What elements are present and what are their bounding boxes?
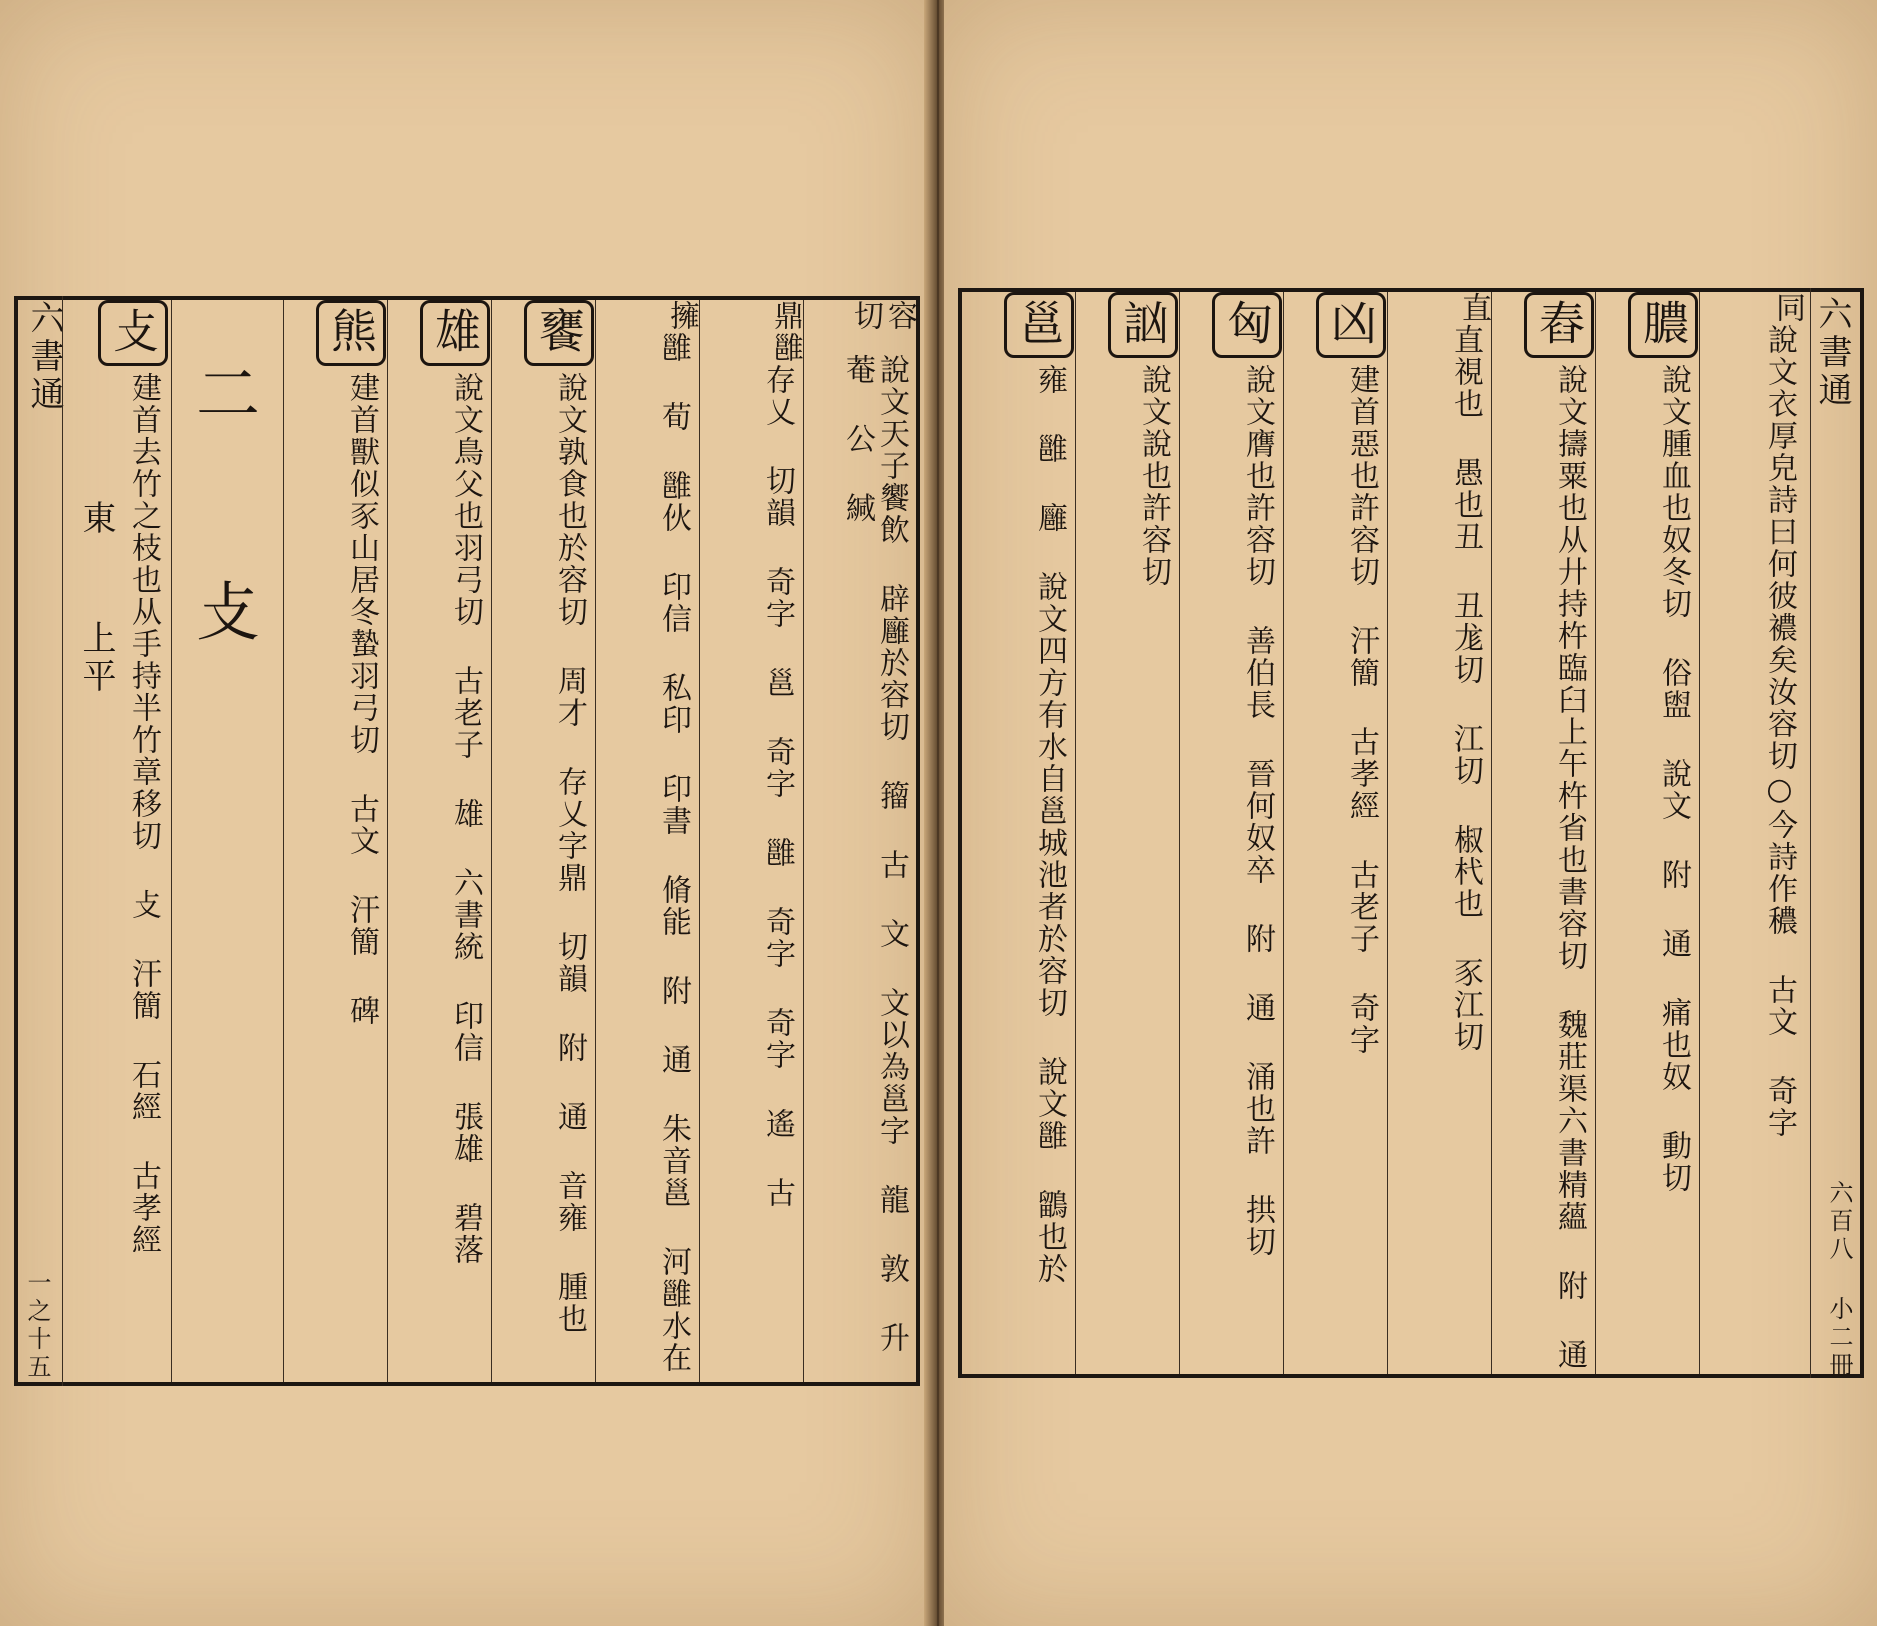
left-col-4-text: 說文孰食也於容切 周才 存乂字鼎 切韻 附 通 音雍 腫也 <box>552 372 587 1335</box>
left-col-6-head: 鼎雝 <box>768 300 803 364</box>
left-col-7-head: 容切 <box>848 300 917 332</box>
right-col-2-head: 膿 <box>1628 292 1698 358</box>
left-col-1-head: 攴 <box>98 300 168 366</box>
left-col-5-text: 雝 荀 雝伙 印信 私印 印書 脩能 附 通 朱音邕 河雝水在 <box>656 332 691 1374</box>
left-col-7-text: 說文天子饗飲 辟廱於容切 籀 古 文 文以為邕字 龍 敦 升 菴 公 緘 <box>840 354 909 1355</box>
left-col-6-text: 存乂 切韻 奇字 邕 奇字 雝 奇字 奇字 遙 古 <box>760 364 795 1209</box>
left-col-5 <box>598 300 698 1382</box>
left-col-2 <box>286 300 386 1382</box>
right-col-8-text: 雍 雝 廱 說文四方有水自邕城池者於容切 說文雝 鶹也於 <box>1032 364 1067 1285</box>
right-col-7 <box>1078 292 1178 1374</box>
right-text-area <box>964 292 1804 1374</box>
right-col-5-head: 凶 <box>1316 292 1386 358</box>
right-page <box>944 0 1877 1626</box>
left-col-5-head: 擁 <box>664 300 699 332</box>
section-heading: 二 攴 <box>185 360 259 682</box>
right-col-3-head: 舂 <box>1524 292 1594 358</box>
left-margin-rhyme: 東 <box>76 500 116 538</box>
left-col-1-text: 建首去竹之枝也从手持半竹章移切 攴 汗簡 石經 古孝經 <box>126 372 161 1256</box>
left-col-1 <box>68 300 168 1382</box>
right-col-1 <box>1704 292 1804 1374</box>
left-text-area <box>64 300 916 1382</box>
left-col-3 <box>390 300 490 1382</box>
right-col-8-head: 邕 <box>1004 292 1074 358</box>
left-margin-folio: 一之十五 <box>23 1270 51 1382</box>
left-col-3-text: 說文鳥父也羽弓切 古老子 雄 六書統 印信 張雄 碧落 <box>448 372 483 1266</box>
left-col-4-head: 饔 <box>524 300 594 366</box>
right-col-3-text: 說文擣粟也从廾持杵臨臼上午杵省也書容切 魏莊渠六書精蘊 附 通 <box>1552 364 1587 1371</box>
right-col-7-text: 說文說也許容切 <box>1136 364 1171 588</box>
right-col-1-head: 同 <box>1770 292 1805 324</box>
right-col-4 <box>1390 292 1490 1374</box>
right-col-5 <box>1286 292 1386 1374</box>
right-margin-folio: 六百八 小二冊 <box>1825 1180 1853 1380</box>
right-col-1-text: 說文衣厚皃詩曰何彼襛矣汝容切○今詩作穠 古文 奇字 <box>1762 324 1797 1139</box>
left-col-6 <box>702 300 802 1382</box>
right-col-2 <box>1598 292 1698 1374</box>
left-margin-book-title: 六書通 <box>24 300 64 414</box>
left-margin-tone: 上平 <box>76 620 116 696</box>
left-page <box>0 0 932 1626</box>
right-col-5-text: 建首惡也許容切 汗簡 古孝經 古老子 奇字 <box>1344 364 1379 1056</box>
right-margin-book-title: 六書通 <box>1812 296 1852 410</box>
right-col-6-head: 匈 <box>1212 292 1282 358</box>
right-col-2-text: 說文腫血也奴冬切 俗盥 說文 附 通 痛也奴 動切 <box>1656 364 1691 1194</box>
right-col-8 <box>970 292 1074 1374</box>
right-col-6-text: 說文膺也許容切 善伯長 晉何奴卒 附 通 涌也許 拱切 <box>1240 364 1275 1258</box>
left-col-3-head: 雄 <box>420 300 490 366</box>
right-col-4-text: 直視也 愚也丑 丑尨切 江切 椒杙也 豕江切 <box>1448 324 1483 1053</box>
left-col-2-head: 熊 <box>316 300 386 366</box>
right-col-3 <box>1494 292 1594 1374</box>
left-col-7 <box>806 300 916 1382</box>
left-col-4 <box>494 300 594 1382</box>
right-col-7-head: 訩 <box>1108 292 1178 358</box>
left-col-2-text: 建首獸似豕山居冬蟄羽弓切 古文 汗簡 碑 <box>344 372 379 1027</box>
right-col-4-head: 直 <box>1456 292 1491 324</box>
right-col-6 <box>1182 292 1282 1374</box>
